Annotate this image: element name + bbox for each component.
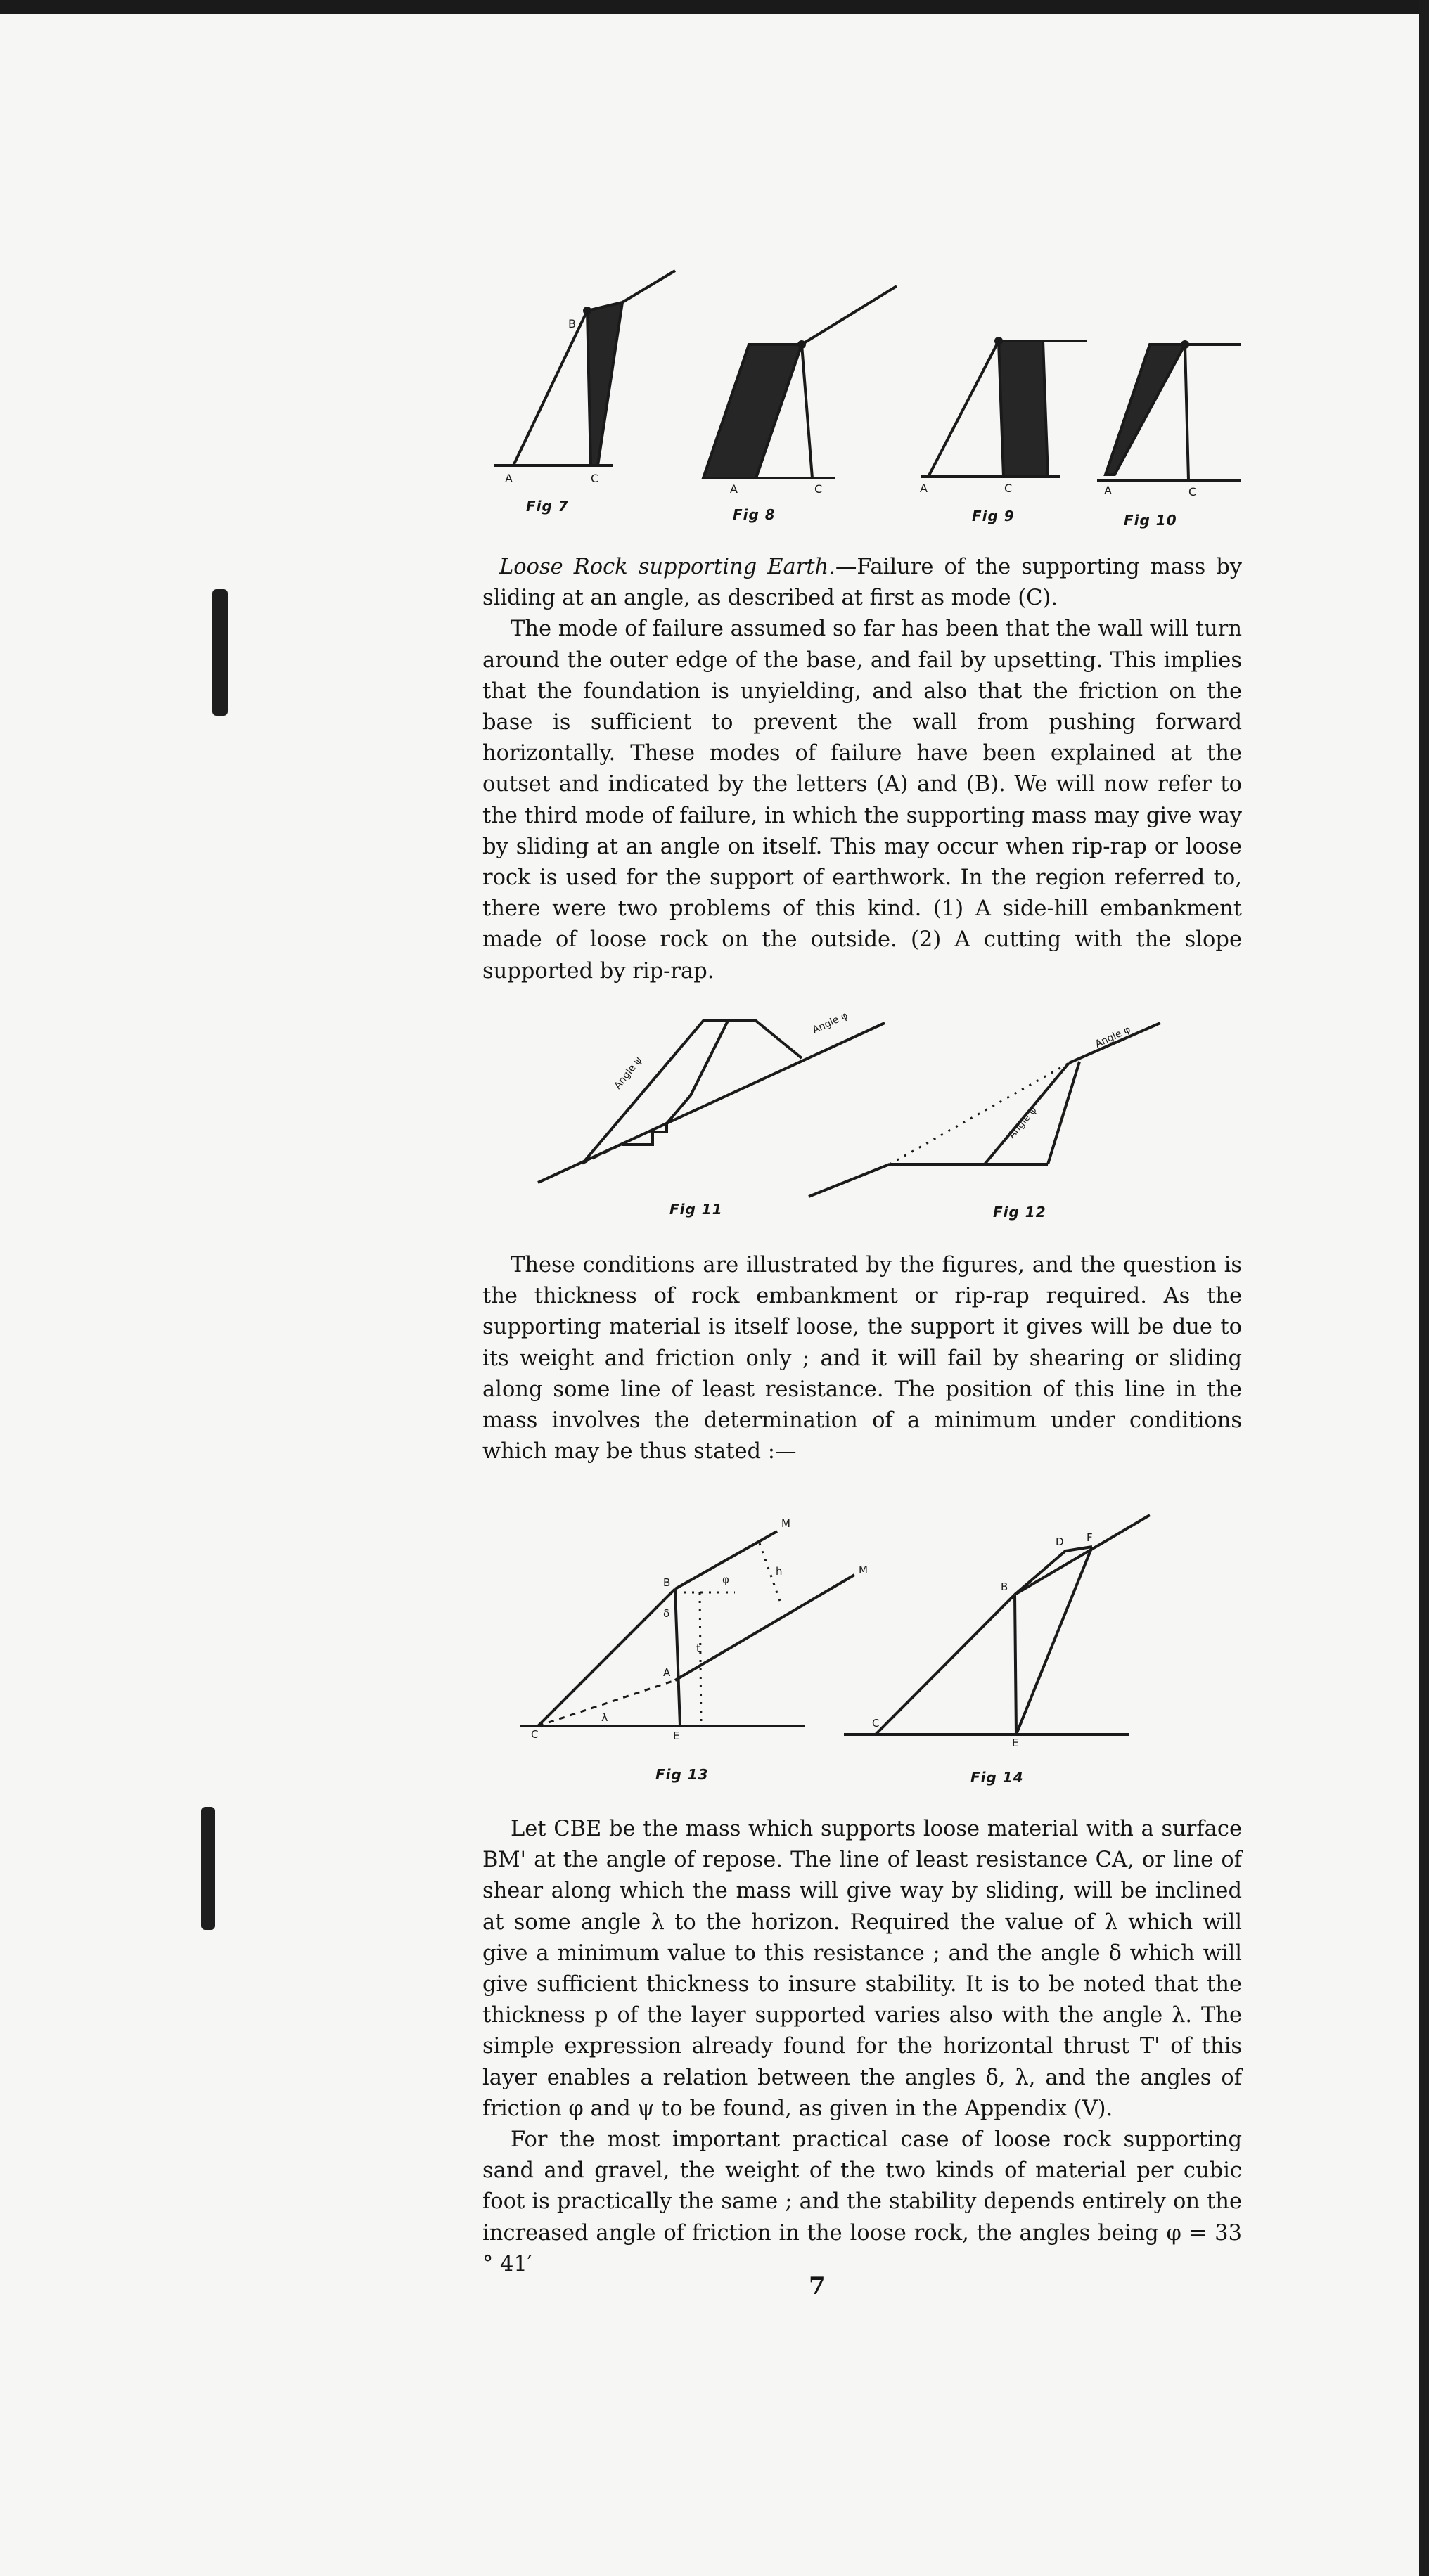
figure-12 (802, 1012, 1167, 1202)
fig14-label-d: D (1056, 1535, 1064, 1548)
fig13-label-m-upper: M (781, 1517, 790, 1530)
fig10-caption: Fig 10 (1124, 512, 1177, 529)
fig7-label-a: A (505, 472, 513, 485)
paragraph-5: For the most important practical case of loose rock supporting sand and gravel, the weight of the two kinds of material per cubic foot is practically the same ; and the stability depends entirely on the increased angle of friction in the loose rock, the angles being φ = 33 ° 41′ (482, 2127, 1242, 2276)
fig8-vertical-line (802, 344, 812, 478)
fig8-back-line (802, 286, 897, 344)
fig12-ground-right (1069, 1023, 1160, 1063)
fig14-line-bd (1015, 1551, 1065, 1595)
binding-mark-lower (201, 1807, 215, 1930)
fig13-dotted-vertical (700, 1592, 701, 1726)
fig9-label-a: A (920, 482, 928, 495)
scan-right-border (1419, 0, 1429, 2576)
scan-top-border (0, 0, 1429, 14)
fig14-caption: Fig 14 (970, 1769, 1024, 1786)
figure-8 (696, 278, 907, 503)
text-block-1 (482, 552, 1242, 987)
fig7-wall (587, 302, 622, 465)
fig7-label-b: B (568, 317, 576, 330)
fig10-label-c: C (1188, 485, 1197, 498)
fig9-label-c: C (1004, 482, 1013, 495)
fig7-caption: Fig 7 (526, 498, 569, 515)
fig13-label-t: t (696, 1642, 700, 1655)
fig10-label-a: A (1104, 484, 1112, 497)
figure-7 (485, 260, 689, 499)
figure-13 (517, 1512, 876, 1744)
fig13-caption: Fig 13 (655, 1766, 709, 1783)
paragraph-loose-rock (482, 552, 1242, 614)
paragraph-4: Let CBE be the mass which supports loose material with a surface BM' at the angle of repose. The line of least resistance CA, or line of shear along which the mass will give way by sliding, will be inclined at some angle λ to the horizon. Required the value of λ which will give a minimum value to this resistance ; and the angle δ which will give sufficient thickness to insure stability. It is to be noted that the thickness p of the layer supported varies also with the angle λ. The simple expression already found for the horizontal thrust T' of this layer enables a relation between the angles δ, λ, and the angles of friction φ and ψ to be found, as given in the Appendix (V). (482, 1817, 1242, 2121)
fig7-back-line (622, 271, 675, 302)
fig12-slope-back (1048, 1062, 1079, 1164)
figure-10 (1097, 327, 1252, 510)
fig11-label-angle-psi: Angle ψ (612, 1055, 645, 1092)
paragraph-heading: Loose Rock supporting Earth. (499, 555, 835, 579)
fig13-label-delta: δ (663, 1607, 670, 1620)
fig7-label-c: C (591, 472, 599, 485)
page-number: 7 (809, 2272, 826, 2300)
fig13-label-b: B (663, 1576, 671, 1589)
fig13-label-h: h (776, 1565, 783, 1578)
fig12-ground-left (809, 1164, 890, 1197)
fig12-original-ground (890, 1063, 1069, 1164)
fig13-label-lambda: λ (601, 1711, 608, 1724)
fig12-caption: Fig 12 (993, 1204, 1046, 1221)
fig7-slope-line (513, 311, 587, 465)
text-block-2 (482, 1250, 1242, 1467)
fig8-label-c: C (814, 482, 823, 496)
text-block-3 (482, 1814, 1242, 2280)
paragraph-2: The mode of failure assumed so far has been that the wall will turn around the outer edge of the base, and fail by upsetting. This implies that the foundation is unyielding, and also that the friction on the base is sufficient to prevent the wall from pushing forward horizontally. These modes of failure have been explained at the outset and indicated by the letters (A) and (B). We will now refer to the third mode of failure, in which the supporting mass may give way by sliding at an angle on itself. This may occur when rip-rap or loose rock is used for the support of earthwork. In the region referred to, there were two problems of this kind. (1) A side-hill embankment made of loose rock on the outside. (2) A cutting with the slope supported by rip-rap. (482, 617, 1242, 984)
fig13-label-m-lower: M (859, 1564, 868, 1576)
fig8-caption: Fig 8 (733, 506, 776, 523)
fig12-label-angle-phi: Angle φ (1093, 1024, 1133, 1050)
fig13-label-c: C (531, 1728, 539, 1741)
fig10-vertical-line (1185, 344, 1188, 480)
fig12-label-angle-psi: Angle ψ (1006, 1105, 1039, 1141)
fig13-line-be (675, 1589, 680, 1726)
fig14-line-bf (1015, 1515, 1150, 1595)
fig13-label-a: A (663, 1666, 671, 1679)
fig13-label-e: E (673, 1730, 680, 1742)
fig10-wall (1106, 344, 1185, 475)
fig9-caption: Fig 9 (972, 508, 1015, 524)
fig9-slope-line (928, 341, 999, 477)
fig14-label-b: B (1001, 1580, 1008, 1593)
fig14-line-cb (876, 1595, 1015, 1734)
fig8-wall (703, 344, 802, 478)
fig14-label-e: E (1012, 1737, 1019, 1749)
fig11-label-angle-phi: Angle φ (810, 1010, 850, 1036)
fig14-line-ef (1016, 1547, 1092, 1734)
fig14-label-c: C (872, 1717, 880, 1730)
fig13-line-am (675, 1575, 854, 1680)
paragraph-3: These conditions are illustrated by the figures, and the question is the thickness of rock embankment or rip-rap required. As the supporting material is itself loose, the support it gives will be due to its weight and friction only ; and it will fail by shearing or sliding along some line of least resistance. The position of this line in the mass involves the determination of a minimum under conditions which may be thus stated :— (482, 1253, 1242, 1464)
fig11-caption: Fig 11 (669, 1201, 723, 1218)
figure-9 (907, 323, 1097, 506)
paragraph-1-text: —Failure of the supporting mass by sliding at an angle, as described at first as mode (C). (482, 555, 1243, 611)
fig14-label-f: F (1087, 1531, 1093, 1544)
fig13-label-phi: φ (722, 1573, 729, 1586)
fig13-line-cb (538, 1589, 675, 1726)
binding-mark-upper (212, 589, 228, 716)
fig8-label-a: A (730, 482, 738, 496)
fig11-inner-slope (622, 1021, 728, 1145)
fig9-wall (999, 341, 1048, 477)
figure-14 (840, 1512, 1157, 1749)
fig14-line-be (1015, 1595, 1016, 1734)
